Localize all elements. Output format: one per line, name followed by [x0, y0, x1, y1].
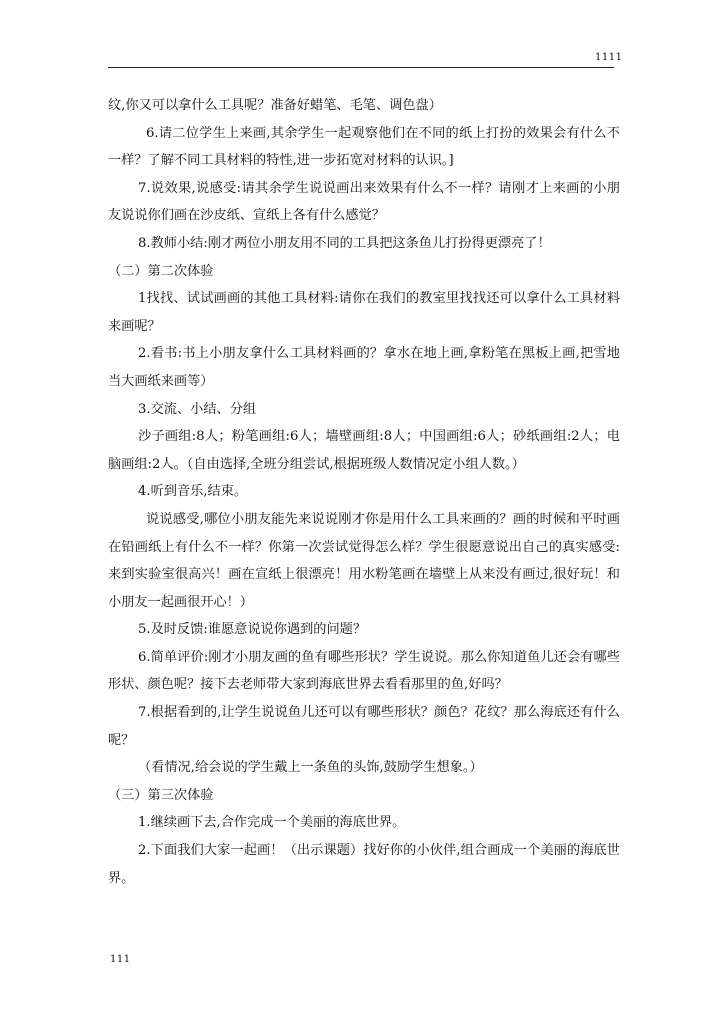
- paragraph-step-1: 1找找、试试画画的其他工具材料:请你在我们的教室里找找还可以拿什么工具材料来画呢？: [108, 291, 620, 334]
- paragraph-groups: 沙子画组:8人；粉笔画组:6人；墙壁画组:8人；中国画组:6人；砂纸画组:2人；电脑画组:2人。（自由选择,全班分组尝试,根据班级人数情况定小组人数。）: [108, 429, 620, 472]
- footer-page-number: 111: [110, 954, 131, 965]
- paragraph-note: （看情况,给会说的学生戴上一条鱼的头饰,鼓励学生想象。）: [138, 760, 483, 776]
- paragraph-step-7: 7.说效果,说感受:请其余学生说说画出来效果有什么不一样？请刚才上来画的小朋友说说你们画在沙皮纸、宣纸上各有什么感觉？: [108, 180, 620, 224]
- header-rule: [108, 67, 614, 68]
- paragraph-step-8: 8.教师小结:刚才两位小朋友用不同的工具把这条鱼儿打扮得更漂亮了！: [138, 235, 551, 251]
- paragraph-step-2b: 2.下面我们大家一起画！（出示课题）找好你的小伙伴,组合画成一个美丽的海底世界。: [108, 843, 620, 886]
- paragraph-step-4: 4.听到音乐,结束。: [138, 484, 248, 500]
- paragraph-continuation: 纹,你又可以拿什么工具呢？准备好蜡笔、毛笔、调色盘）: [108, 98, 442, 113]
- paragraph-step-7b: 7.根据看到的,让学生说说鱼儿还可以有哪些形状？颜色？花纹？那么海底还有什么呢？: [108, 705, 620, 748]
- paragraph-step-6b: 6.简单评价:刚才小朋友画的鱼有哪些形状？学生说说。那么你知道鱼儿还会有哪些形状、颜色呢？接下去老师带大家到海底世界去看看那里的鱼,好吗？: [108, 649, 620, 693]
- paragraph-step-3: 3.交流、小结、分组: [138, 401, 257, 417]
- header-page-number: 1111: [595, 52, 623, 63]
- paragraph-step-5: 5.及时反馈:谁愿意说说你遇到的问题？: [138, 622, 367, 638]
- section-heading-2: （二）第二次体验: [108, 263, 214, 279]
- section-heading-3: （三）第三次体验: [108, 787, 214, 803]
- paragraph-step-2: 2.看书:书上小朋友拿什么工具材料画的？拿水在地上画,拿粉笔在黑板上画,把雪地当大画纸来画等）: [108, 346, 620, 389]
- paragraph-step-6: 6.请二位学生上来画,其余学生一起观察他们在不同的纸上打扮的效果会有什么不一样？了解不同工具材料的特性,进一步拓宽对材料的认识。]: [108, 125, 620, 169]
- document-body: [108, 92, 620, 892]
- paragraph-step-1b: 1.继续画下去,合作完成一个美丽的海底世界。: [138, 815, 406, 831]
- paragraph-feelings: 说说感受,哪位小朋友能先来说说刚才你是用什么工具来画的？画的时候和平时画在铅画纸上有什么不一样？你第一次尝试觉得怎么样？学生很愿意说出自己的真实感受:来到实验室很高兴！画在宣纸上很漂亮！用水粉笔画在墙壁上从来没有画过,很好玩！和小朋友一起画很开心！）: [108, 511, 620, 610]
